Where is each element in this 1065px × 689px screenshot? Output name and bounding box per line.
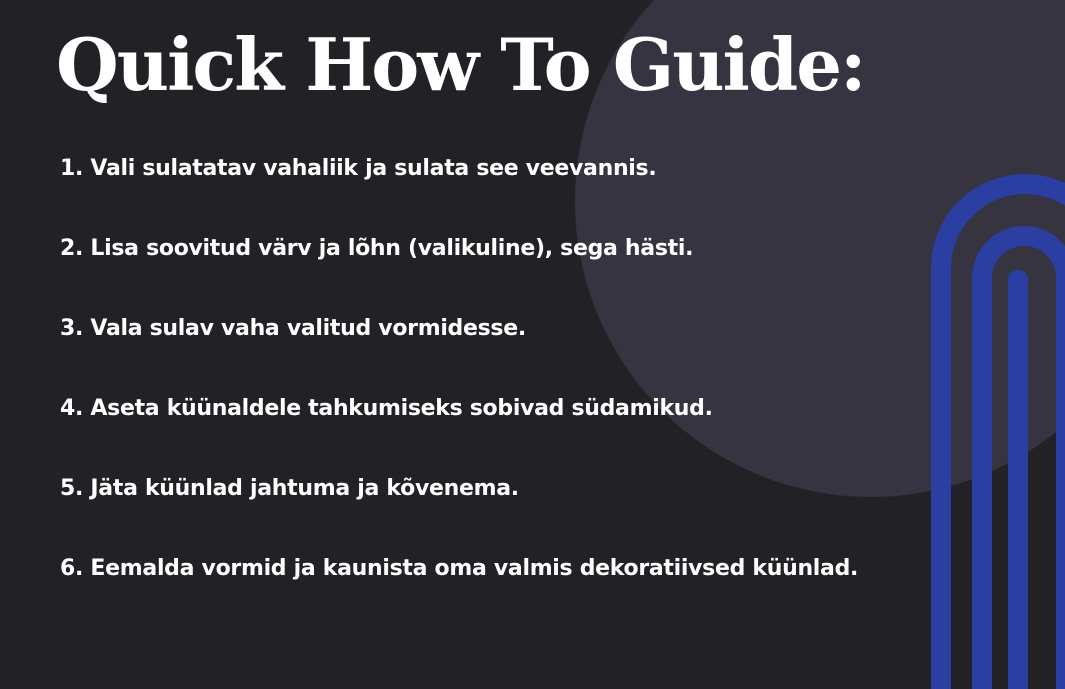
step-item: 1. Vali sulatatav vahaliik ja sulata see veevannis. (60, 156, 657, 181)
page-title: Quick How To Guide: (56, 22, 865, 107)
step-item: 3. Vala sulav vaha valitud vormidesse. (60, 316, 526, 341)
outer-arch (941, 184, 1065, 689)
step-item: 2. Lisa soovitud värv ja lõhn (valikuline), sega hästi. (60, 236, 694, 261)
steps-list (60, 151, 858, 631)
step-item: 5. Jäta küünlad jahtuma ja kõvenema. (60, 476, 519, 501)
step-item: 4. Aseta küünaldele tahkumiseks sobivad südamikud. (60, 396, 713, 421)
step-item: 6. Eemalda vormid ja kaunista oma valmis dekoratiivsed küünlad. (60, 556, 859, 581)
